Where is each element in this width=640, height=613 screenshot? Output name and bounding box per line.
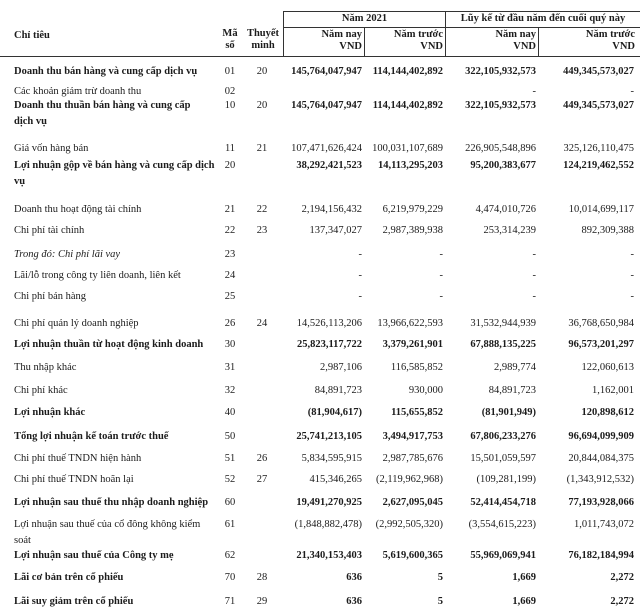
header-col-3 xyxy=(446,29,536,53)
row-value-col3: 55,969,069,941 xyxy=(470,550,536,561)
row-value-col2: 114,144,402,892 xyxy=(372,100,443,111)
row-value-col4: 120,898,612 xyxy=(581,407,634,418)
row-code: 62 xyxy=(224,550,236,561)
row-note: 26 xyxy=(256,453,268,464)
row-label xyxy=(14,339,203,351)
header-col-4-line1: Năm trước xyxy=(585,29,635,40)
header-col-2-line1: Năm trước xyxy=(393,29,443,40)
row-value-col2: (2,119,962,968) xyxy=(376,474,443,485)
row-value-col3: 1,669 xyxy=(512,572,536,583)
row-note: 27 xyxy=(256,474,268,485)
row-label xyxy=(14,291,86,303)
row-value-col2: 2,627,095,045 xyxy=(382,497,443,508)
row-value-col4: 10,014,699,117 xyxy=(568,204,634,215)
row-value-col3: 2,989,774 xyxy=(494,362,536,373)
row-label-line: Lợi nhuận sau thuế của cổ đông không kiểm xyxy=(14,519,201,530)
header-col-1 xyxy=(284,29,362,53)
row-label-line: Doanh thu thuần bán hàng và cung cấp xyxy=(14,100,191,111)
row-label-line: Trong đó: Chi phí lãi vay xyxy=(14,249,121,260)
row-value-col4: - xyxy=(630,291,634,302)
row-value-col4: - xyxy=(630,249,634,260)
row-note: 29 xyxy=(256,596,268,607)
row-value-col2: 2,987,389,938 xyxy=(382,225,443,236)
row-value-col2: 5,619,600,365 xyxy=(382,550,443,561)
row-value-col3: 84,891,723 xyxy=(488,385,536,396)
row-label-line: Doanh thu bán hàng và cung cấp dịch vụ xyxy=(14,66,198,77)
row-label-line: Lợi nhuận sau thuế thu nhập doanh nghiệp xyxy=(14,497,209,508)
row-value-col4: 96,694,099,909 xyxy=(568,431,634,442)
row-note: 24 xyxy=(256,318,268,329)
row-value-col1: 14,526,113,206 xyxy=(296,318,362,329)
row-label-line: Lợi nhuận sau thuế của Công ty mẹ xyxy=(14,550,174,561)
row-value-col4: 449,345,573,027 xyxy=(563,66,634,77)
row-value-col3: 4,474,010,726 xyxy=(475,204,536,215)
row-code: 31 xyxy=(224,362,236,373)
row-label-line: Chi phí bán hàng xyxy=(14,291,87,302)
row-value-col3: (81,901,949) xyxy=(481,407,536,418)
row-code: 20 xyxy=(224,160,236,171)
row-value-col1: 2,987,106 xyxy=(320,362,362,373)
header-chi-tieu: Chỉ tiêu xyxy=(14,30,50,41)
row-code: 01 xyxy=(224,66,236,77)
row-value-col4: 96,573,201,297 xyxy=(568,339,634,350)
row-code: 22 xyxy=(224,225,236,236)
row-label-line: Lợi nhuận thuần từ hoạt động kinh doanh xyxy=(14,339,204,350)
row-value-col2: (2,992,505,320) xyxy=(375,519,443,530)
row-note: 20 xyxy=(256,100,268,111)
row-value-col2: 3,494,917,753 xyxy=(382,431,443,442)
row-value-col2: - xyxy=(439,291,443,302)
row-value-col1: - xyxy=(358,291,362,302)
header-col-1-line2: VND xyxy=(339,41,362,52)
row-label-line: Thu nhập khác xyxy=(14,362,77,373)
row-label-line: Lợi nhuận khác xyxy=(14,407,86,418)
row-code: 70 xyxy=(224,572,236,583)
row-value-col1: 25,823,117,722 xyxy=(296,339,362,350)
row-label xyxy=(14,431,168,443)
row-value-col2: 115,655,852 xyxy=(391,407,443,418)
row-value-col1: 137,347,027 xyxy=(309,225,362,236)
row-value-col1: 415,346,265 xyxy=(309,474,362,485)
row-value-col1: 636 xyxy=(346,596,362,607)
header-col-2-line2: VND xyxy=(420,41,443,52)
row-code: 40 xyxy=(224,407,236,418)
row-value-col3: (109,281,199) xyxy=(476,474,536,485)
row-value-col2: - xyxy=(439,270,443,281)
row-value-col1: 38,292,421,523 xyxy=(296,160,362,171)
row-label xyxy=(14,100,191,128)
header-ma-so xyxy=(219,28,241,52)
row-code: 25 xyxy=(224,291,236,302)
row-code: 51 xyxy=(224,453,236,464)
row-value-col4: 1,162,001 xyxy=(592,385,634,396)
row-label-line: dịch vụ xyxy=(14,116,47,127)
row-value-col4: 449,345,573,027 xyxy=(563,100,634,111)
row-value-col3: 226,905,548,896 xyxy=(465,143,536,154)
row-value-col3: 31,532,944,939 xyxy=(470,318,536,329)
row-value-col3: - xyxy=(532,249,536,260)
row-value-col1: (1,848,882,478) xyxy=(294,519,362,530)
row-value-col3: 15,501,059,597 xyxy=(470,453,536,464)
row-value-col2: 14,113,295,203 xyxy=(377,160,443,171)
row-code: 52 xyxy=(224,474,236,485)
header-group-nam-2021: Năm 2021 xyxy=(341,13,388,24)
header-bottom-rule xyxy=(0,56,640,57)
row-value-col1: 2,194,156,432 xyxy=(301,204,362,215)
row-label xyxy=(14,474,134,486)
row-note: 21 xyxy=(256,143,268,154)
row-label-line: Lợi nhuận gộp về bán hàng và cung cấp dịch xyxy=(14,160,215,171)
row-value-col1: 84,891,723 xyxy=(314,385,362,396)
row-note: 22 xyxy=(256,204,268,215)
row-value-col1: 21,340,153,403 xyxy=(296,550,362,561)
row-code: 61 xyxy=(224,519,236,530)
row-value-col2: 2,987,785,676 xyxy=(382,453,443,464)
row-label-line: Doanh thu hoạt động tài chính xyxy=(14,204,142,215)
header-col-4 xyxy=(539,29,635,53)
row-value-col2: - xyxy=(439,249,443,260)
header-col-1-line1: Năm nay xyxy=(321,29,362,40)
row-code: 02 xyxy=(224,86,236,97)
row-value-col4: 36,768,650,984 xyxy=(568,318,634,329)
row-label-line: Chi phí thuế TNDN hoãn lại xyxy=(14,474,134,485)
row-value-col4: 124,219,462,552 xyxy=(563,160,634,171)
header-col-3-line2: VND xyxy=(513,41,536,52)
row-note: 23 xyxy=(256,225,268,236)
row-code: 21 xyxy=(224,204,236,215)
row-value-col4: - xyxy=(630,270,634,281)
row-value-col4: 20,844,084,375 xyxy=(568,453,634,464)
header-thuyet-minh-text: Thuyết minh xyxy=(246,28,280,51)
row-label-line: Lãi cơ bản trên cổ phiếu xyxy=(14,572,124,583)
row-value-col3: 67,888,135,225 xyxy=(470,339,536,350)
row-value-col3: - xyxy=(532,86,536,97)
header-col-2 xyxy=(365,29,443,53)
row-value-col1: 636 xyxy=(346,572,362,583)
row-label-line: soát xyxy=(14,535,31,546)
row-value-col1: - xyxy=(358,249,362,260)
row-code: 60 xyxy=(224,497,236,508)
row-value-col3: 52,414,454,718 xyxy=(470,497,536,508)
row-value-col4: 77,193,928,066 xyxy=(568,497,634,508)
row-value-col3: 1,669 xyxy=(512,596,536,607)
row-label xyxy=(14,270,181,282)
row-value-col1: 19,491,270,925 xyxy=(296,497,362,508)
header-thuyet-minh xyxy=(243,28,283,52)
row-value-col2: 5 xyxy=(437,596,443,607)
row-value-col2: 100,031,107,689 xyxy=(372,143,443,154)
row-value-col3: - xyxy=(532,291,536,302)
row-value-col2: 6,219,979,229 xyxy=(382,204,443,215)
row-value-col2: 3,379,261,901 xyxy=(382,339,443,350)
row-value-col4: (1,343,912,532) xyxy=(566,474,634,485)
row-value-col1: - xyxy=(358,270,362,281)
row-value-col3: 322,105,932,573 xyxy=(465,100,536,111)
row-label xyxy=(14,249,120,261)
row-value-col1: 107,471,626,424 xyxy=(291,143,362,154)
row-label-line: Các khoản giảm trừ doanh thu xyxy=(14,86,142,97)
row-label xyxy=(14,318,139,330)
row-label-line: Chi phí khác xyxy=(14,385,68,396)
row-label-line: Lãi/lỗ trong công ty liên doanh, liên kết xyxy=(14,270,181,281)
row-value-col1: (81,904,617) xyxy=(307,407,362,418)
row-value-col3: 95,200,383,677 xyxy=(470,160,536,171)
row-value-col4: 2,272 xyxy=(610,572,634,583)
row-label xyxy=(14,453,141,465)
row-label xyxy=(14,572,123,584)
row-value-col2: 114,144,402,892 xyxy=(372,66,443,77)
row-value-col2: 930,000 xyxy=(408,385,443,396)
row-value-col2: 116,585,852 xyxy=(390,362,443,373)
header-group-luy-ke: Lũy kế từ đầu năm đến cuối quý này xyxy=(460,13,626,24)
header-col-4-line2: VND xyxy=(612,41,635,52)
row-note: 28 xyxy=(256,572,268,583)
row-note: 20 xyxy=(256,66,268,77)
row-label xyxy=(14,143,88,155)
row-label-line: vụ xyxy=(14,176,26,187)
row-value-col4: 2,272 xyxy=(610,596,634,607)
row-label xyxy=(14,362,76,374)
row-value-col4: 1,011,743,072 xyxy=(574,519,634,530)
row-code: 30 xyxy=(224,339,236,350)
header-group-rule xyxy=(283,27,640,28)
row-label-line: Chi phí tài chính xyxy=(14,225,85,236)
row-value-col3: 253,314,239 xyxy=(483,225,536,236)
row-code: 24 xyxy=(224,270,236,281)
row-label xyxy=(14,204,141,216)
row-value-col4: 325,126,110,475 xyxy=(563,143,634,154)
row-label xyxy=(14,596,133,608)
row-label xyxy=(14,225,84,237)
row-label-line: Chi phí quản lý doanh nghiệp xyxy=(14,318,139,329)
row-code: 71 xyxy=(224,596,236,607)
row-value-col4: 892,309,388 xyxy=(581,225,634,236)
header-top-rule xyxy=(283,11,640,12)
row-value-col3: - xyxy=(532,270,536,281)
row-label-line: Giá vốn hàng bán xyxy=(14,143,89,154)
row-label xyxy=(14,497,208,509)
row-label xyxy=(14,66,197,78)
row-code: 32 xyxy=(224,385,236,396)
row-code: 11 xyxy=(224,143,236,154)
row-label-line: Tổng lợi nhuận kế toán trước thuế xyxy=(14,431,169,442)
row-value-col1: 25,741,213,105 xyxy=(296,431,362,442)
row-value-col4: - xyxy=(630,86,634,97)
row-value-col4: 122,060,613 xyxy=(581,362,634,373)
row-value-col1: 5,834,595,915 xyxy=(301,453,362,464)
row-value-col4: 76,182,184,994 xyxy=(568,550,634,561)
header-col-3-line1: Năm nay xyxy=(495,29,536,40)
row-code: 10 xyxy=(224,100,236,111)
row-label xyxy=(14,385,68,397)
row-label xyxy=(14,160,214,188)
row-label xyxy=(14,550,174,562)
row-code: 26 xyxy=(224,318,236,329)
row-label-line: Lãi suy giảm trên cổ phiếu xyxy=(14,596,134,607)
row-value-col1: 145,764,047,947 xyxy=(291,100,362,111)
row-value-col1: 145,764,047,947 xyxy=(291,66,362,77)
row-label xyxy=(14,407,85,419)
row-label-line: Chi phí thuế TNDN hiện hành xyxy=(14,453,142,464)
row-value-col3: 67,806,233,276 xyxy=(470,431,536,442)
row-code: 23 xyxy=(224,249,236,260)
row-code: 50 xyxy=(224,431,236,442)
row-label xyxy=(14,519,200,547)
row-value-col2: 5 xyxy=(437,572,443,583)
header-ma-so-text: Mã số xyxy=(222,28,238,51)
row-value-col2: 13,966,622,593 xyxy=(377,318,443,329)
row-label xyxy=(14,86,141,98)
row-value-col3: 322,105,932,573 xyxy=(465,66,536,77)
row-value-col3: (3,554,615,223) xyxy=(468,519,536,530)
